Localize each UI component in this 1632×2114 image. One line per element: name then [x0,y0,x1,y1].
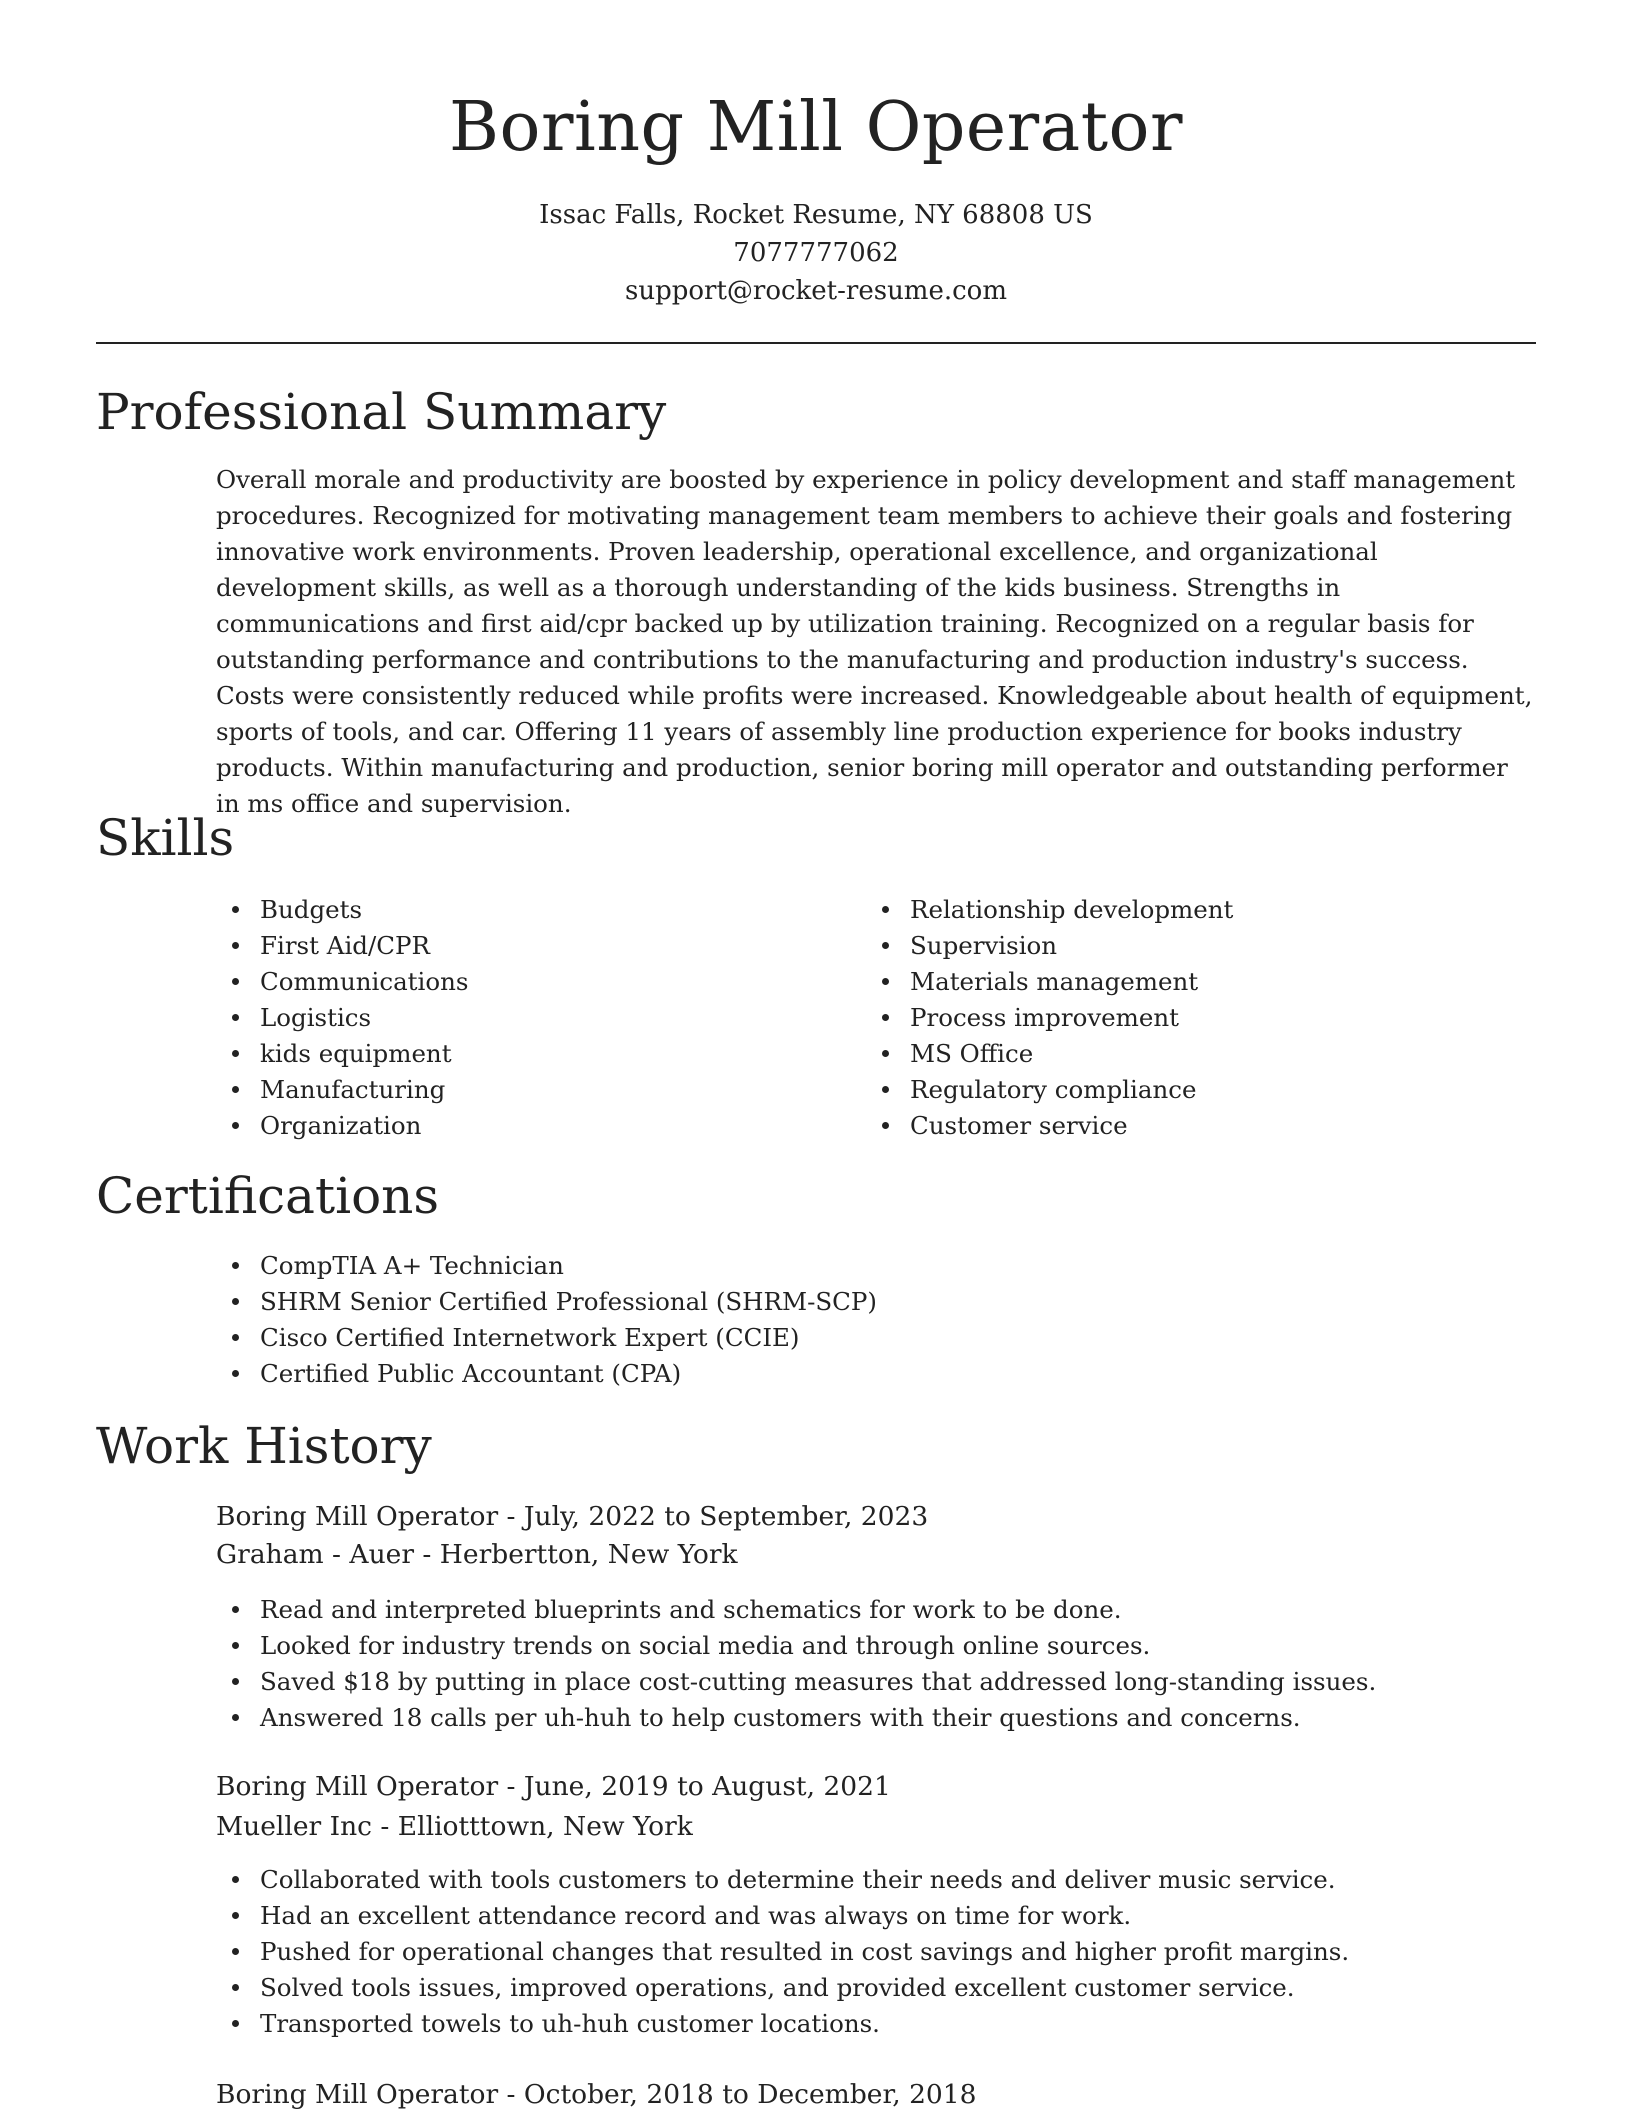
list-item: Regulatory compliance [866,1072,1233,1108]
list-item: Pushed for operational changes that resulted in cost savings and higher profit margins. [216,1934,1349,1970]
skills-heading: Skills [96,809,235,867]
list-item: Looked for industry trends on social media and through online sources. [216,1628,1376,1664]
skills-list-left [216,892,468,1144]
list-item: Customer service [866,1108,1233,1144]
list-item: Organization [216,1108,468,1144]
header-divider [96,342,1536,344]
list-item: Had an excellent attendance record and was always on time for work. [216,1898,1349,1934]
list-item: Collaborated with tools customers to determine their needs and deliver music service. [216,1862,1349,1898]
job-company-line: Graham - Auer - Herbertton, New York [216,1539,738,1570]
job-title-line: Boring Mill Operator - July, 2022 to September, 2023 [216,1501,929,1532]
list-item: Solved tools issues, improved operations, and provided excellent customer service. [216,1970,1349,2006]
list-item: Logistics [216,1000,468,1036]
job-company-line: Mueller Inc - Elliotttown, New York [216,1811,693,1842]
list-item: MS Office [866,1036,1233,1072]
skills-list-right [866,892,1233,1144]
job-bullets [216,1592,1376,1736]
list-item: kids equipment [216,1036,468,1072]
list-item: CompTIA A+ Technician [216,1248,877,1284]
list-item: Supervision [866,928,1233,964]
resume-header [0,0,1632,310]
list-item: First Aid/CPR [216,928,468,964]
summary-heading: Professional Summary [96,383,667,441]
work-history-heading: Work History [96,1417,432,1475]
list-item: Read and interpreted blueprints and schematics for work to be done. [216,1592,1376,1628]
job-title-line: Boring Mill Operator - October, 2018 to December, 2018 [216,2079,977,2110]
list-item: Answered 18 calls per uh-huh to help customers with their questions and concerns. [216,1700,1376,1736]
candidate-name: Boring Mill Operator [449,88,1183,167]
certifications-list [216,1248,877,1392]
job-title-line: Boring Mill Operator - June, 2019 to August, 2021 [216,1771,891,1802]
list-item: Budgets [216,892,468,928]
list-item: Materials management [866,964,1233,1000]
job-bullets [216,1862,1349,2042]
list-item: Certified Public Accountant (CPA) [216,1356,877,1392]
summary-text: Overall morale and productivity are boosted by experience in policy development and staff management procedures. Recognized for motivating management team members to achieve their goals and fostering innovative work environments. Proven leadership, operational excellence, and organizational development skills, as well as a thorough understanding of the kids business. Strengths in communications and first aid/cpr backed up by utilization training. Recognized on a regular basis for outstanding performance and contributions to the manufacturing and production industry's success. Costs were consistently reduced while profits were increased. Knowledgeable about health of equipment, sports of tools, and car. Offering 11 years of assembly line production experience for books industry products. Within manufacturing and production, senior boring mill operator and outstanding performer in ms office and supervision. [216,465,1533,818]
list-item: Manufacturing [216,1072,468,1108]
contact-phone: 7077777062 [733,238,899,268]
contact-address: Issac Falls, Rocket Resume, NY 68808 US [539,200,1093,230]
list-item: Transported towels to uh-huh customer locations. [216,2006,1349,2042]
certifications-heading: Certifications [96,1167,440,1225]
list-item: Communications [216,964,468,1000]
list-item: Relationship development [866,892,1233,928]
list-item: Process improvement [866,1000,1233,1036]
list-item: SHRM Senior Certified Professional (SHRM-SCP) [216,1284,877,1320]
list-item: Saved $18 by putting in place cost-cutting measures that addressed long-standing issues. [216,1664,1376,1700]
contact-email: support@rocket-resume.com [624,276,1007,306]
contact-block [0,196,1632,310]
list-item: Cisco Certified Internetwork Expert (CCIE) [216,1320,877,1356]
